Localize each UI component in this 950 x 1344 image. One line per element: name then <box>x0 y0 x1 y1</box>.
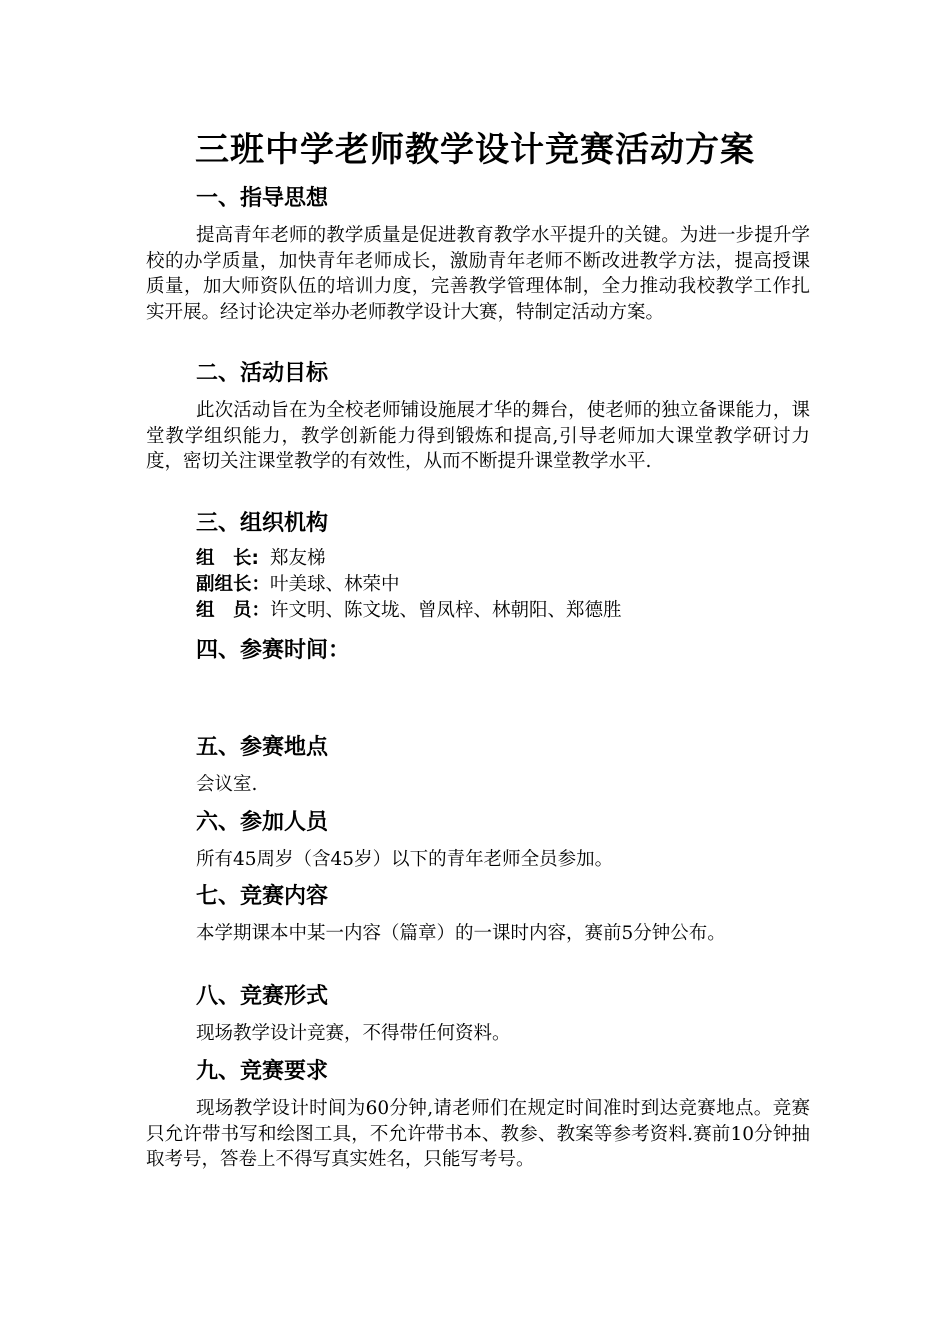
section-heading-participants: 六、参加人员 <box>196 810 329 835</box>
section-heading-competition-format: 八、竞赛形式 <box>196 984 329 1009</box>
section-heading-activity-goals: 二、活动目标 <box>196 361 329 386</box>
member-label: 组 员： <box>196 600 271 621</box>
section-body-guiding-ideology: 提高青年老师的教学质量是促进教育教学水平提升的关键。为进一步提升学校的办学质量，加快青年老师成长，激励青年老师不断改进教学方法，提高授课质量，加大师资队伍的培训力度，完善教学管理体制，全力推动我校教学工作扎实开展。经讨论决定举办老师教学设计大赛，特制定活动方案。 <box>146 225 810 323</box>
member-row-leader <box>196 546 326 572</box>
section-body-competition-venue: 会议室. <box>196 774 258 795</box>
member-label: 组 长: <box>196 548 259 569</box>
member-row-members <box>196 598 622 624</box>
section-body-participants: 所有45周岁（含45岁）以下的青年老师全员参加。 <box>196 849 614 870</box>
section-heading-competition-requirements: 九、竞赛要求 <box>196 1059 329 1084</box>
section-body-competition-format: 现场教学设计竞赛，不得带任何资料。 <box>196 1023 511 1044</box>
member-row-deputy-leader <box>196 572 400 598</box>
section-heading-organization: 三、组织机构 <box>196 511 329 536</box>
section-heading-competition-venue: 五、参赛地点 <box>196 735 329 760</box>
member-value: 许文明、陈文垅、曾凤梓、林朝阳、郑德胜 <box>270 600 622 621</box>
member-value: 叶美球、林荣中 <box>270 574 400 595</box>
section-heading-guiding-ideology: 一、指导思想 <box>196 186 329 211</box>
section-body-competition-content: 本学期课本中某一内容（篇章）的一课时内容，赛前5分钟公布。 <box>196 923 726 944</box>
document-title: 三班中学老师教学设计竞赛活动方案 <box>195 130 755 170</box>
section-heading-competition-content: 七、竞赛内容 <box>196 884 329 909</box>
member-value: 郑友梯 <box>270 548 326 569</box>
section-heading-competition-time: 四、参赛时间： <box>196 638 351 663</box>
section-body-activity-goals: 此次活动旨在为全校老师铺设施展才华的舞台，使老师的独立备课能力，课堂教学组织能力，教学创新能力得到锻炼和提高,引导老师加大课堂教学研讨力度，密切关注课堂教学的有效性，从而不断提升课堂教学水平. <box>146 400 810 472</box>
section-body-competition-requirements: 现场教学设计时间为60分钟,请老师们在规定时间准时到达竞赛地点。竞赛只允许带书写和绘图工具，不允许带书本、教参、教案等参考资料.赛前10分钟抽取考号，答卷上不得写真实姓名，只能写考号。 <box>146 1098 810 1170</box>
member-label: 副组长： <box>196 574 271 595</box>
